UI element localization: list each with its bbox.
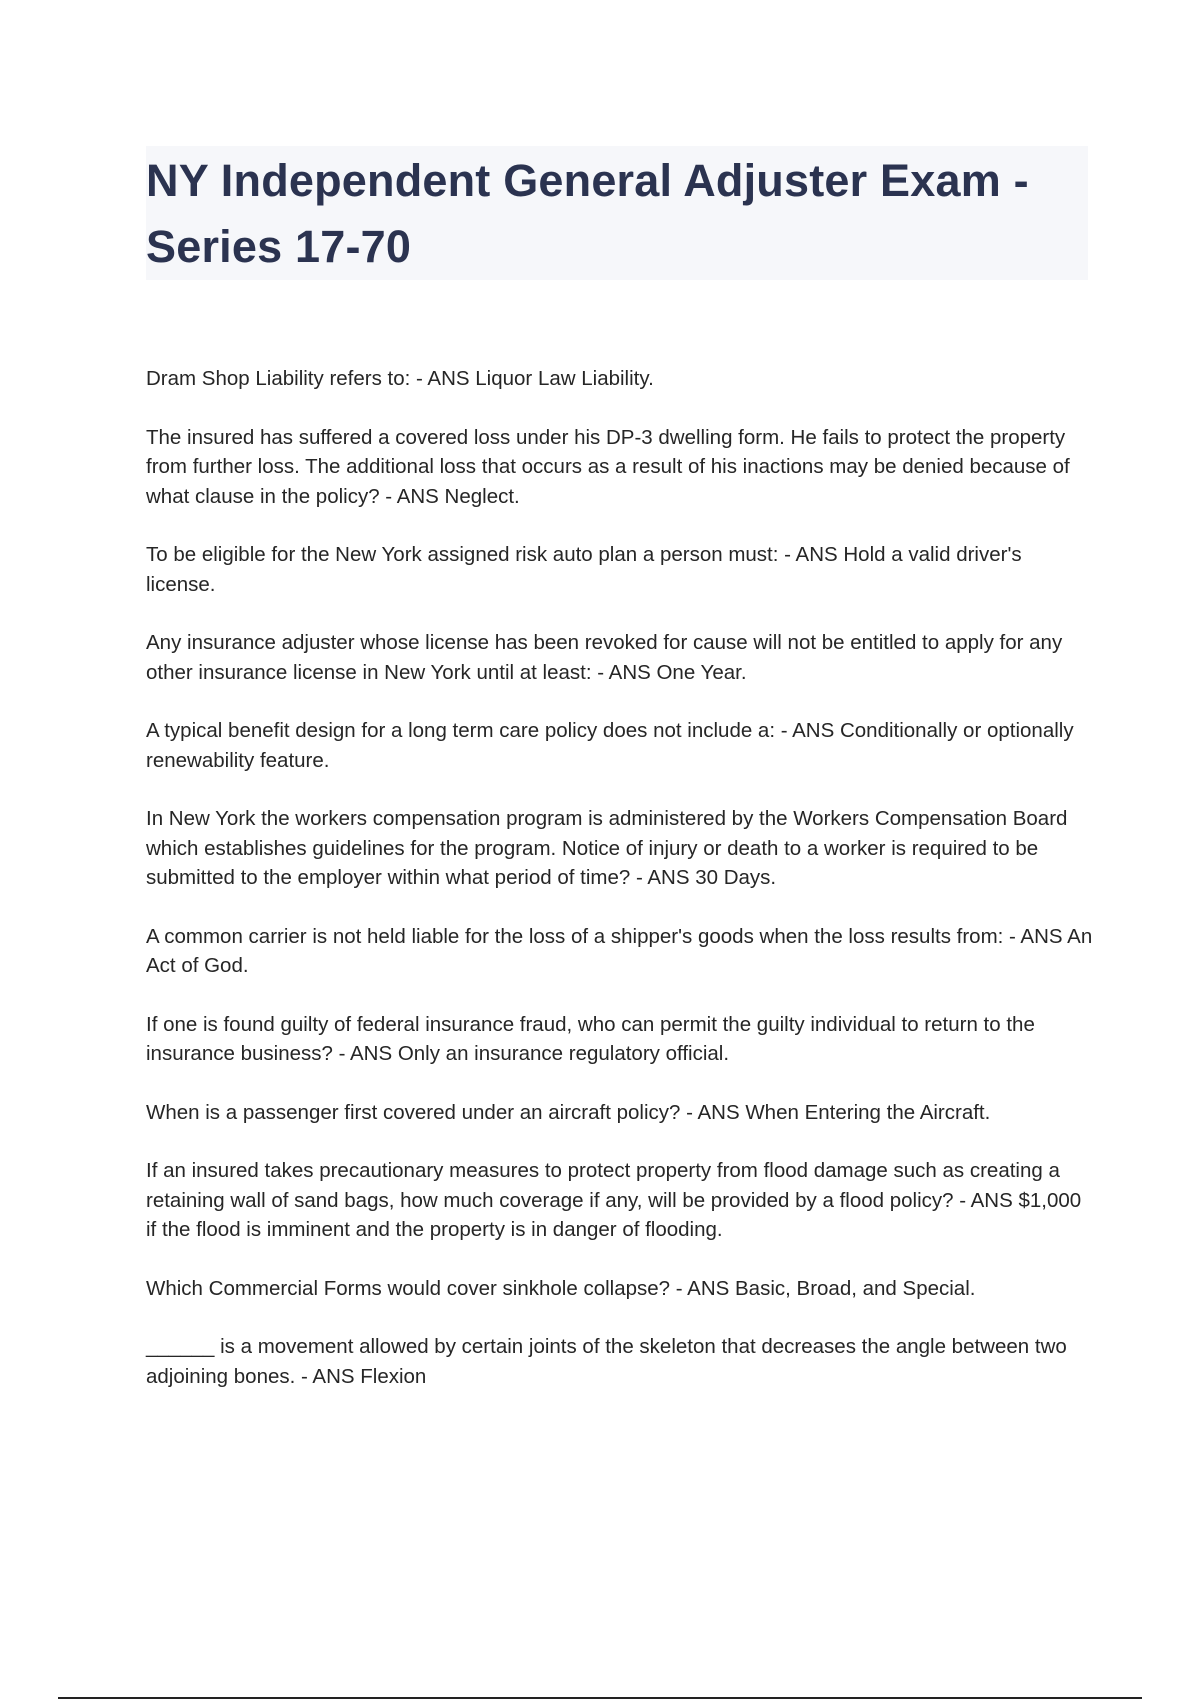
qa-item: When is a passenger first covered under an aircraft policy? - ANS When Entering the Aircraft. xyxy=(146,1100,991,1124)
qa-item: If one is found guilty of federal insurance fraud, who can permit the guilty individual to return to the insurance business? - ANS Only an insurance regulatory official. xyxy=(146,1012,1035,1065)
qa-item: A typical benefit design for a long term care policy does not include a: - ANS Conditionally or optionally renewability feature. xyxy=(146,719,1074,772)
footer-divider xyxy=(58,1697,1142,1699)
qa-item: A common carrier is not held liable for the loss of a shipper's goods when the loss results from: - ANS An Act of God. xyxy=(146,924,1093,977)
qa-item: Which Commercial Forms would cover sinkhole collapse? - ANS Basic, Broad, and Special. xyxy=(146,1276,976,1300)
qa-item: To be eligible for the New York assigned risk auto plan a person must: - ANS Hold a valid driver's license. xyxy=(146,543,1022,596)
qa-item: Dram Shop Liability refers to: - ANS Liquor Law Liability. xyxy=(146,367,654,390)
qa-item: The insured has suffered a covered loss under his DP-3 dwelling form. He fails to protect the property from further loss. The additional loss that occurs as a result of his inactions may be denied because of what clause in the policy? - ANS Neglect. xyxy=(146,425,1070,508)
qa-item: ______ is a movement allowed by certain joints of the skeleton that decreases the angle between two adjoining bones. - ANS Flexion xyxy=(146,1335,1067,1388)
qa-item: Any insurance adjuster whose license has been revoked for cause will not be entitled to apply for any other insurance license in New York until at least: - ANS One Year. xyxy=(146,631,1063,684)
qa-item: If an insured takes precautionary measures to protect property from flood damage such as creating a retaining wall of sand bags, how much coverage if any, will be provided by a flood policy? - ANS $1,000 if the flood is imminent and the property is in danger of flooding. xyxy=(146,1159,1082,1241)
document-title: NY Independent General Adjuster Exam - Series 17-70 xyxy=(146,155,1029,272)
qa-item: In New York the workers compensation program is administered by the Workers Compensation Board which establishes guidelines for the program. Notice of injury or death to a worker is required to be submitted to the employer within what period of time? - ANS 30 Days. xyxy=(146,807,1068,889)
question-list xyxy=(146,364,1096,1420)
title-banner xyxy=(146,146,1088,280)
